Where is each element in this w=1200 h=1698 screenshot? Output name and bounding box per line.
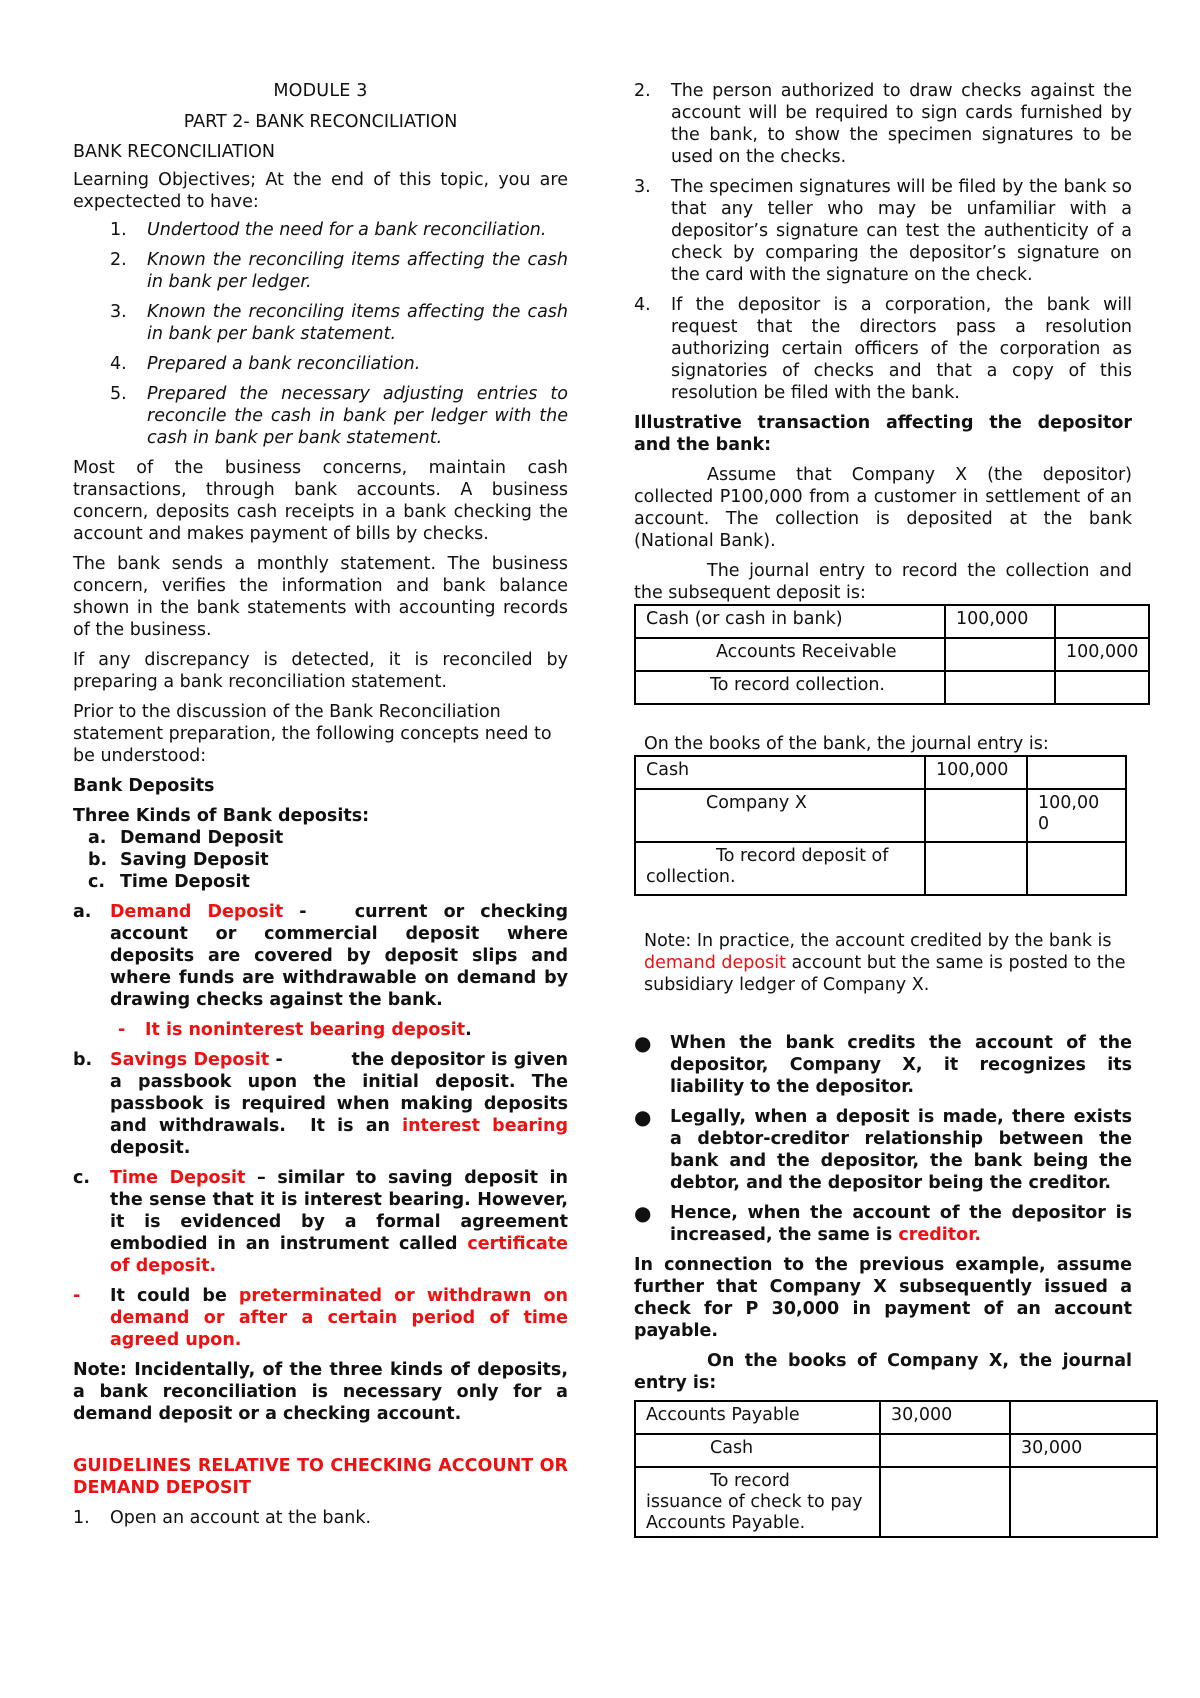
table-cell: Cash (or cash in bank) [635, 605, 945, 638]
table-row [635, 671, 1149, 704]
part-title: PART 2- BANK RECONCILIATION [183, 112, 458, 132]
list-item [110, 353, 568, 375]
dash-marker: - [73, 1286, 81, 1306]
list-item [634, 1032, 1132, 1098]
list-text: Demand Deposit [120, 828, 284, 848]
table-cell: To record issuance of check to pay Accounts Payable. [635, 1467, 880, 1537]
note-period: . [465, 1020, 472, 1040]
table-row [635, 1434, 1157, 1467]
table-cell: Accounts Receivable [635, 638, 945, 671]
demand-deposit-text: demand deposit [644, 953, 786, 973]
list-text: Known the reconciling items affecting the cash in bank per ledger. [147, 250, 568, 292]
illustration-paragraph: In connection to the previous example, assume further that Company X subsequently issued a check for P 30,000 in payment of an account payable. [634, 1255, 1132, 1341]
table-cell: 100,000 [945, 605, 1055, 638]
preterminate-note: preterminated or withdrawn on demand or after a certain period of time agreed upon. [110, 1286, 568, 1350]
table-cell: Accounts Payable [635, 1401, 880, 1434]
demand-deposit-term: Demand Deposit [110, 902, 284, 922]
table-cell [880, 1434, 1010, 1467]
list-text: Prepared the necessary adjusting entries to reconcile the cash in bank per ledger with the cash in bank per bank statement. [147, 384, 568, 448]
list-item [73, 849, 568, 871]
list-item [110, 249, 568, 293]
intro-paragraph: Most of the business concerns, maintain cash transactions, through bank accounts. A business concern, deposits cash receipts in a bank checking the account and makes payment of bills by checks. [73, 458, 568, 544]
savings-deposit-definition [73, 1049, 575, 1159]
term-separator: - [283, 902, 355, 922]
list-letter: a. [88, 828, 107, 848]
guidelines-list [634, 80, 1132, 404]
table-cell: 100,00 0 [1027, 789, 1126, 842]
bank-note [644, 930, 1132, 996]
table-cell [1010, 1401, 1157, 1434]
bullet-icon: ● [634, 1201, 652, 1225]
dash-marker: - [118, 1020, 126, 1040]
bank-note-text-end: account but the same is posted to the subsidiary ledger of Company X. [644, 953, 1126, 995]
table-cell [1027, 756, 1126, 789]
table-cell [945, 638, 1055, 671]
table-cell: 30,000 [880, 1401, 1010, 1434]
interest-bearing-text: interest bearing [402, 1116, 568, 1136]
deposits-note: Note: Incidentally, of the three kinds of deposits, a bank reconciliation is necessary only for a demand deposit or a checking account. [73, 1360, 568, 1424]
table-row [635, 789, 1126, 842]
list-number: 1. [110, 220, 127, 240]
list-number: 3. [110, 302, 127, 322]
journal-table-bank [634, 755, 1127, 896]
time-deposit-note [73, 1285, 568, 1351]
table-cell [1027, 842, 1126, 895]
table-cell: 100,000 [1055, 638, 1149, 671]
time-deposit-definition [73, 1167, 568, 1277]
illustration-paragraph: Assume that Company X (the depositor) collected P100,000 from a customer in settlement of an account. The collection is deposited at the bank (National Bank). [634, 465, 1132, 551]
list-item [634, 176, 1132, 286]
journal-table-payable [634, 1400, 1158, 1538]
topic-title: BANK RECONCILIATION [73, 142, 276, 162]
intro-paragraph: Prior to the discussion of the Bank Reconciliation statement preparation, the following concepts need to be understood: [73, 702, 552, 766]
kinds-heading: Three Kinds of Bank deposits: [73, 806, 370, 826]
list-text: Saving Deposit [120, 850, 269, 870]
table-cell [880, 1467, 1010, 1537]
savings-deposit-description-end: deposit. [110, 1138, 191, 1158]
list-text: Time Deposit [120, 872, 250, 892]
bank-note-text: Note: In practice, the account credited by the bank is [644, 931, 1112, 951]
list-number: 2. [110, 250, 127, 270]
table-row [635, 638, 1149, 671]
journal-table-collection [634, 604, 1150, 705]
savings-deposit-description: - the depositor is given a passbook upon the initial deposit. The passbook is required when making deposits and withdrawals. It is an [110, 1050, 575, 1136]
right-column [634, 80, 1139, 1538]
table-cell: 100,000 [925, 756, 1027, 789]
list-item [73, 827, 568, 849]
objectives-list [73, 219, 568, 449]
table-cell: To record collection. [635, 671, 945, 704]
list-number: 1. [73, 1508, 90, 1528]
bullet-icon: ● [634, 1031, 652, 1055]
list-text: The person authorized to draw checks against the account will be required to sign cards furnished by the bank, to show the specimen signatures to be used on the checks. [671, 81, 1132, 167]
left-column [73, 80, 575, 1529]
demand-deposit-definition [73, 901, 568, 1011]
kinds-list [73, 827, 568, 893]
list-letter: b. [73, 1050, 93, 1070]
table-cell: Company X [635, 789, 925, 842]
table-row [635, 756, 1126, 789]
list-item [634, 1106, 1132, 1194]
table-row [635, 1401, 1157, 1434]
list-letter: a. [73, 902, 92, 922]
module-title: MODULE 3 [273, 81, 368, 101]
intro-paragraph: The bank sends a monthly statement. The business concern, verifies the information and bank balance shown in the bank statements with accounting records of the business. [73, 554, 568, 640]
table-row [635, 1467, 1157, 1537]
table-cell [925, 842, 1027, 895]
table-row [635, 605, 1149, 638]
time-deposit-description: – similar to saving deposit in the sense that it is interest bearing. However, it is evidenced by a formal agreement embodied in an instrument called [110, 1168, 568, 1254]
list-item [110, 383, 568, 449]
list-item [634, 80, 1132, 168]
intro-paragraph: If any discrepancy is detected, it is reconciled by preparing a bank reconciliation statement. [73, 650, 568, 692]
table-cell [1010, 1467, 1157, 1537]
demand-deposit-note [73, 1019, 568, 1041]
list-text: The specimen signatures will be filed by the bank so that any teller who may be unfamiliar with a depositor’s signature can test the authenticity of a check by comparing the depositor’s signature on the card with the signature on the check. [671, 177, 1132, 285]
list-text: Undertood the need for a bank reconciliation. [147, 220, 547, 240]
list-number: 2. [634, 81, 651, 101]
bullet-text: When the bank credits the account of the depositor, Company X, it recognizes its liability to the depositor. [670, 1033, 1132, 1097]
table-cell [925, 789, 1027, 842]
list-text: If the depositor is a corporation, the bank will request that the directors pass a resolution authorizing certain officers of the corporation as signatories of checks and that a copy of this resolution be filed with the bank. [671, 295, 1132, 403]
demand-deposit-description: current or checking account or commercial deposit where deposits are covered by deposit slips and where funds are withdrawable on demand by drawing checks against the bank. [110, 902, 568, 1010]
certificate-of-deposit-text: certificate of deposit. [110, 1234, 568, 1276]
list-item [634, 1202, 1132, 1246]
bullet-icon: ● [634, 1105, 652, 1129]
preterminate-note-lead: It could be [110, 1286, 239, 1306]
list-letter: c. [88, 872, 106, 892]
bullet-text: Legally, when a deposit is made, there exists a debtor-creditor relationship between the bank and the depositor, the bank being the debtor, and the depositor being the creditor. [670, 1107, 1132, 1193]
illustration-paragraph: On the books of Company X, the journal entry is: [634, 1351, 1132, 1393]
guidelines-heading: GUIDELINES RELATIVE TO CHECKING ACCOUNT OR DEMAND DEPOSIT [73, 1456, 568, 1498]
list-letter: b. [88, 850, 108, 870]
objectives-lead: Learning Objectives; At the end of this topic, you are expectected to have: [73, 170, 568, 212]
illustration-heading: Illustrative transaction affecting the depositor and the bank: [634, 413, 1132, 455]
bullet-text: Hence, when the account of the depositor is increased, the same is [670, 1203, 1132, 1245]
savings-deposit-term: Savings Deposit [110, 1050, 270, 1070]
list-text: Known the reconciling items affecting the cash in bank per bank statement. [147, 302, 568, 344]
list-number: 4. [110, 354, 127, 374]
list-item [73, 1507, 568, 1529]
list-item [110, 301, 568, 345]
table-row [635, 842, 1126, 895]
list-letter: c. [73, 1168, 91, 1188]
bank-entry-lead: On the books of the bank, the journal entry is: [644, 734, 1049, 754]
list-item [73, 871, 568, 893]
time-deposit-term: Time Deposit [110, 1168, 246, 1188]
table-cell [1055, 605, 1149, 638]
list-number: 4. [634, 295, 651, 315]
table-cell: To record deposit of collection. [635, 842, 925, 895]
table-cell [945, 671, 1055, 704]
illustration-paragraph: The journal entry to record the collection and the subsequent deposit is: [634, 561, 1132, 603]
list-item [110, 219, 568, 241]
section-heading: Bank Deposits [73, 776, 215, 796]
list-number: 5. [110, 384, 127, 404]
table-cell: Cash [635, 1434, 880, 1467]
table-cell: 30,000 [1010, 1434, 1157, 1467]
table-cell: Cash [635, 756, 925, 789]
table-cell [1055, 671, 1149, 704]
list-text: Prepared a bank reconciliation. [147, 354, 421, 374]
list-item [634, 294, 1132, 404]
noninterest-note: It is noninterest bearing deposit [145, 1020, 466, 1040]
list-text: Open an account at the bank. [110, 1508, 372, 1528]
creditor-text: creditor. [898, 1225, 981, 1245]
list-number: 3. [634, 177, 651, 197]
